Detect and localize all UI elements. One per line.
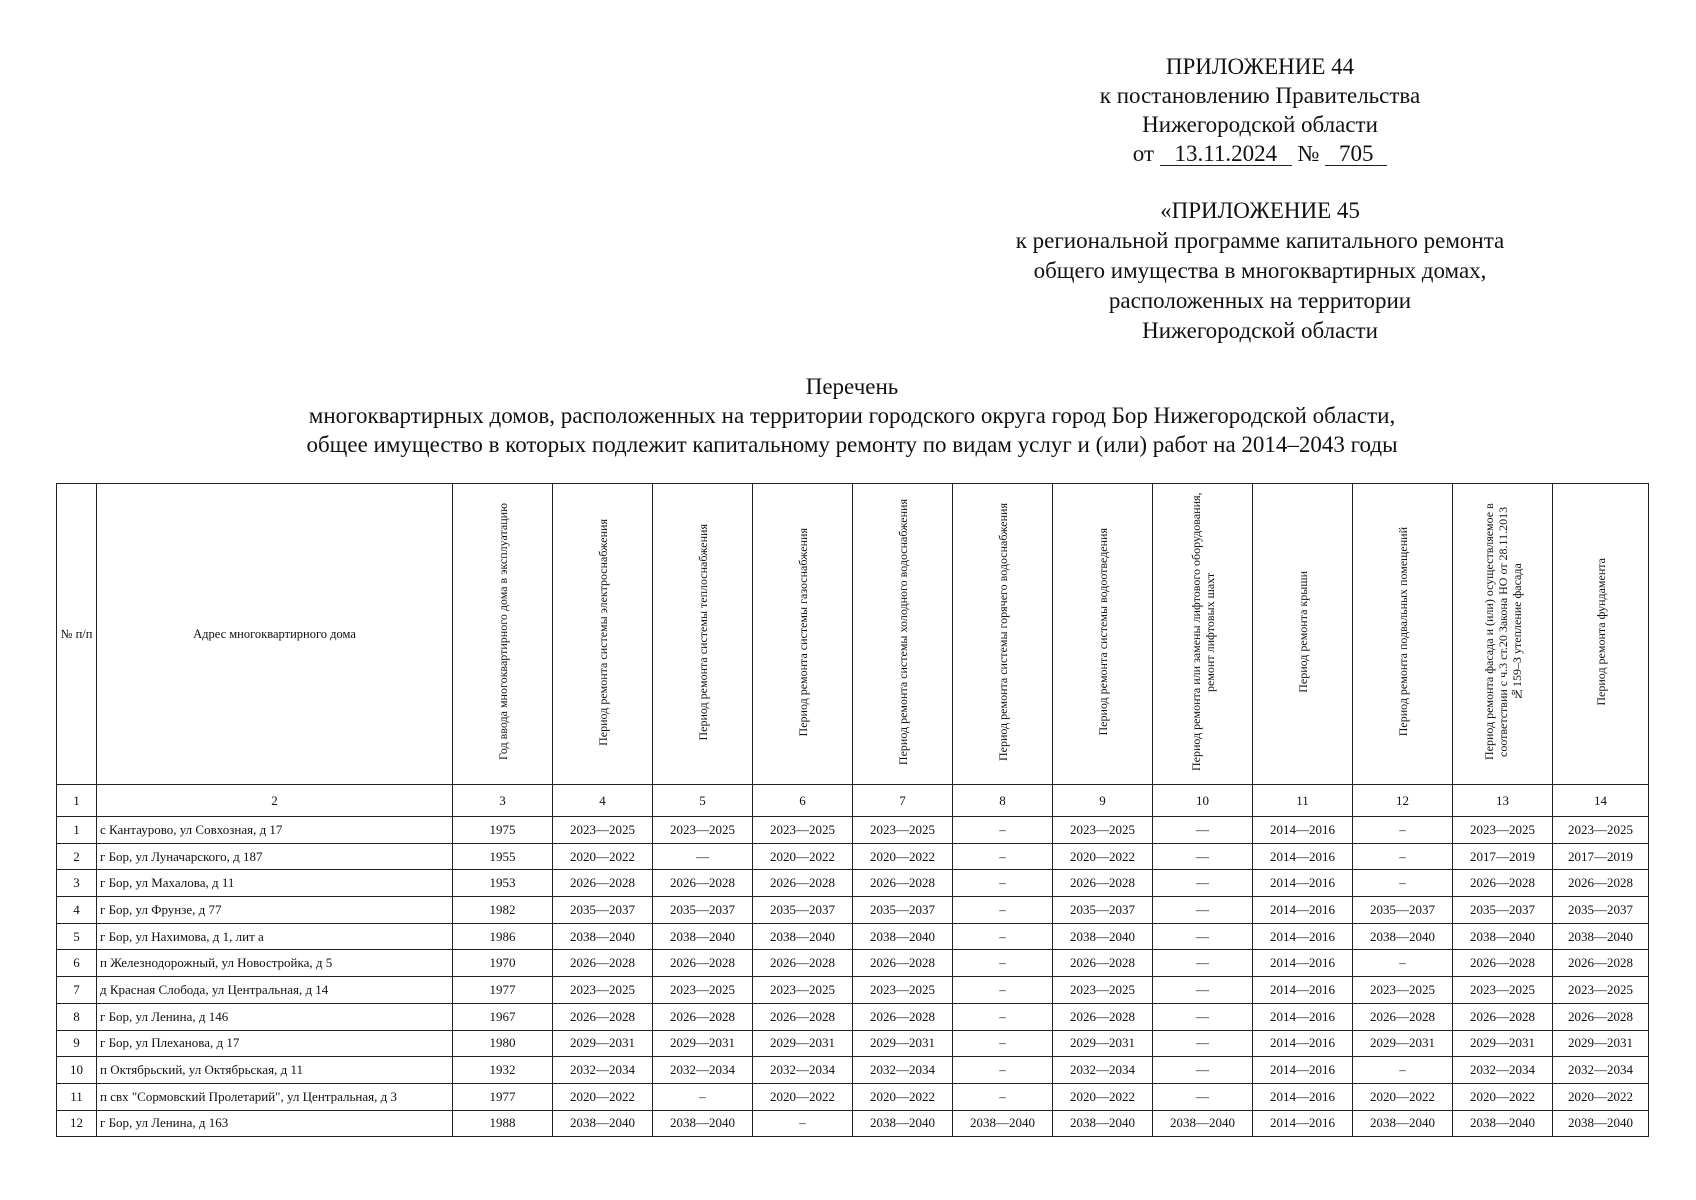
- table-cell: 2038—2040: [753, 923, 853, 950]
- table-cell: 2026—2028: [753, 950, 853, 977]
- table-cell: 1986: [453, 923, 553, 950]
- table-cell: –: [953, 1003, 1053, 1030]
- table-cell: 2026—2028: [853, 950, 953, 977]
- table-cell: 2014—2016: [1253, 897, 1353, 924]
- header-cell: [1353, 484, 1453, 785]
- header-text: Период ремонта системы горячего водоснабжения: [995, 502, 1010, 761]
- table-cell: 2023—2025: [1553, 977, 1649, 1004]
- table-cell: 2014—2016: [1253, 1003, 1353, 1030]
- table-cell: —: [653, 843, 753, 870]
- table-cell: 11: [57, 1083, 97, 1110]
- table-cell: 1975: [453, 817, 553, 844]
- table-cell: 2020—2022: [1353, 1083, 1453, 1110]
- table-cell: 2026—2028: [1453, 1003, 1553, 1030]
- table-cell: —: [1153, 1030, 1253, 1057]
- table-cell: 2020—2022: [553, 843, 653, 870]
- address-cell: с Кантаурово, ул Совхозная, д 17: [97, 817, 453, 844]
- table-cell: 2023—2025: [1453, 977, 1553, 1004]
- table-cell: —: [1153, 870, 1253, 897]
- table-cell: 2029—2031: [653, 1030, 753, 1057]
- table-cell: 2035—2037: [1353, 897, 1453, 924]
- table-cell: 2032—2034: [1553, 1057, 1649, 1084]
- header-text: Период ремонта фундамента: [1593, 558, 1608, 706]
- header-cell: [553, 484, 653, 785]
- table-cell: 2014—2016: [1253, 1030, 1353, 1057]
- table-row: [57, 950, 1649, 977]
- table-cell: 2038—2040: [653, 923, 753, 950]
- table-cell: 2038—2040: [553, 1110, 653, 1137]
- header-cell: [953, 484, 1053, 785]
- table-cell: 2038—2040: [1153, 1110, 1253, 1137]
- table-row: [57, 923, 1649, 950]
- table-cell: 2026—2028: [1353, 1003, 1453, 1030]
- table-cell: 2029—2031: [1453, 1030, 1553, 1057]
- table-cell: 2014—2016: [1253, 843, 1353, 870]
- table-row: [57, 817, 1649, 844]
- header-text: Период ремонта подвальных помещений: [1395, 527, 1410, 737]
- program-appendix-line4: расположенных на территории: [1108, 288, 1412, 313]
- address-cell: г Бор, ул Ленина, д 146: [97, 1003, 453, 1030]
- table-cell: 2014—2016: [1253, 923, 1353, 950]
- column-number-cell: 8: [953, 785, 1053, 817]
- address-cell: п свх "Сормовский Пролетарий", ул Центральная, д 3: [97, 1083, 453, 1110]
- title-line-1: Перечень: [805, 374, 899, 399]
- table-cell: 2020—2022: [1053, 1083, 1153, 1110]
- table-cell: 1967: [453, 1003, 553, 1030]
- table-cell: 2014—2016: [1253, 870, 1353, 897]
- header-cell: [1153, 484, 1253, 785]
- table-cell: 2029—2031: [1353, 1030, 1453, 1057]
- column-number-cell: 4: [553, 785, 653, 817]
- title-line-2: многоквартирных домов, расположенных на территории городского округа город Бор Нижегородской области,: [308, 403, 1396, 428]
- table-cell: 3: [57, 870, 97, 897]
- address-cell: г Бор, ул Махалова, д 11: [97, 870, 453, 897]
- table-cell: 2017—2019: [1553, 843, 1649, 870]
- table-cell: 2026—2028: [1053, 950, 1153, 977]
- table-cell: 2026—2028: [753, 870, 853, 897]
- column-number-cell: 1: [57, 785, 97, 817]
- table-cell: 2038—2040: [1453, 923, 1553, 950]
- column-number-row: [57, 785, 1649, 817]
- table-cell: 2023—2025: [1053, 977, 1153, 1004]
- table-cell: 2020—2022: [753, 1083, 853, 1110]
- table-cell: 6: [57, 950, 97, 977]
- table-cell: 2032—2034: [753, 1057, 853, 1084]
- table-cell: 2014—2016: [1253, 817, 1353, 844]
- table-cell: 2026—2028: [853, 1003, 953, 1030]
- table-cell: 2023—2025: [1453, 817, 1553, 844]
- table-cell: 4: [57, 897, 97, 924]
- table-cell: –: [1353, 1057, 1453, 1084]
- table-cell: 2038—2040: [1053, 1110, 1153, 1137]
- header-cell: [1053, 484, 1153, 785]
- approval-header: [960, 52, 1560, 168]
- table-cell: 2014—2016: [1253, 1110, 1353, 1137]
- table-cell: 2020—2022: [1453, 1083, 1553, 1110]
- table-cell: 1977: [453, 1083, 553, 1110]
- table-cell: –: [1353, 817, 1453, 844]
- table-cell: 2020—2022: [1053, 843, 1153, 870]
- appendix-number: ПРИЛОЖЕНИЕ 44: [1165, 54, 1355, 79]
- table-cell: 2029—2031: [753, 1030, 853, 1057]
- table-cell: 2023—2025: [853, 977, 953, 1004]
- table-cell: 2035—2037: [1053, 897, 1153, 924]
- table-cell: –: [953, 897, 1053, 924]
- table-cell: 1970: [453, 950, 553, 977]
- table-cell: 2026—2028: [1553, 870, 1649, 897]
- header-cell: [1453, 484, 1553, 785]
- table-cell: 2035—2037: [553, 897, 653, 924]
- table-cell: 2026—2028: [653, 950, 753, 977]
- header-text: Период ремонта системы водоотведения: [1095, 528, 1110, 736]
- address-cell: д Красная Слобода, ул Центральная, д 14: [97, 977, 453, 1004]
- table-cell: 2032—2034: [1053, 1057, 1153, 1084]
- table-cell: 2026—2028: [653, 870, 753, 897]
- table-cell: —: [1153, 817, 1253, 844]
- header-cell: [853, 484, 953, 785]
- column-number-cell: 2: [97, 785, 453, 817]
- table-cell: 1953: [453, 870, 553, 897]
- table-cell: –: [953, 923, 1053, 950]
- table-cell: 2023—2025: [753, 817, 853, 844]
- table-row: [57, 870, 1649, 897]
- table-cell: 2014—2016: [1253, 1083, 1353, 1110]
- table-cell: 2026—2028: [553, 950, 653, 977]
- table-cell: 7: [57, 977, 97, 1004]
- column-number-cell: 3: [453, 785, 553, 817]
- header-cell: [1553, 484, 1649, 785]
- header-text: Период ремонта системы электроснабжения: [595, 518, 610, 746]
- table-cell: 2026—2028: [553, 870, 653, 897]
- table-cell: 2023—2025: [1053, 817, 1153, 844]
- table-cell: 2032—2034: [1453, 1057, 1553, 1084]
- table-cell: –: [953, 1083, 1053, 1110]
- table-cell: —: [1153, 1083, 1253, 1110]
- header-text: Год ввода многоквартирного дома в эксплуатацию: [495, 503, 510, 761]
- document-title: [56, 372, 1648, 459]
- table-cell: 1955: [453, 843, 553, 870]
- table-cell: 2023—2025: [553, 817, 653, 844]
- header-cell: № п/п: [57, 484, 97, 785]
- table-cell: –: [1353, 950, 1453, 977]
- table-cell: 8: [57, 1003, 97, 1030]
- table-cell: 2032—2034: [553, 1057, 653, 1084]
- table-cell: 2023—2025: [653, 977, 753, 1004]
- table-cell: —: [1153, 1003, 1253, 1030]
- table-cell: 2026—2028: [1553, 950, 1649, 977]
- table-cell: 12: [57, 1110, 97, 1137]
- table-cell: 1: [57, 817, 97, 844]
- table-cell: 2038—2040: [1353, 1110, 1453, 1137]
- table-cell: –: [953, 950, 1053, 977]
- column-number-cell: 13: [1453, 785, 1553, 817]
- column-number-cell: 14: [1553, 785, 1649, 817]
- header-text: Период ремонта системы теплоснабжения: [695, 523, 710, 741]
- table-cell: –: [1353, 843, 1453, 870]
- header-cell: [1253, 484, 1353, 785]
- table-cell: —: [1153, 843, 1253, 870]
- address-cell: г Бор, ул Луначарского, д 187: [97, 843, 453, 870]
- header-text: Период ремонта крыши: [1295, 571, 1310, 693]
- table-cell: 10: [57, 1057, 97, 1084]
- table-cell: 2038—2040: [1453, 1110, 1553, 1137]
- program-appendix-header: [960, 196, 1560, 346]
- program-appendix-title: «ПРИЛОЖЕНИЕ 45: [1160, 198, 1360, 223]
- table-cell: 2029—2031: [1553, 1030, 1649, 1057]
- column-number-cell: 5: [653, 785, 753, 817]
- table-cell: 2026—2028: [1053, 1003, 1153, 1030]
- column-number-cell: 9: [1053, 785, 1153, 817]
- table-row: [57, 843, 1649, 870]
- table-header-row: [57, 484, 1649, 785]
- table-cell: –: [1353, 870, 1453, 897]
- address-cell: п Железнодорожный, ул Новостройка, д 5: [97, 950, 453, 977]
- table-cell: 2020—2022: [853, 843, 953, 870]
- table-cell: –: [953, 977, 1053, 1004]
- title-line-3: общее имущество в которых подлежит капитальному ремонту по видам услуг и (или) работ на 2014–2043 годы: [306, 432, 1398, 457]
- table-cell: 2020—2022: [1553, 1083, 1649, 1110]
- table-cell: 2035—2037: [753, 897, 853, 924]
- table-cell: –: [953, 870, 1053, 897]
- table-cell: 2038—2040: [553, 923, 653, 950]
- table-cell: 2029—2031: [853, 1030, 953, 1057]
- table-cell: —: [1153, 950, 1253, 977]
- number-label: №: [1297, 141, 1320, 166]
- table-cell: 2038—2040: [1553, 1110, 1649, 1137]
- table-cell: 2029—2031: [1053, 1030, 1153, 1057]
- table-cell: 2026—2028: [1453, 950, 1553, 977]
- decree-number: 705: [1325, 143, 1387, 166]
- table-row: [57, 977, 1649, 1004]
- decree-date-line: [960, 139, 1560, 168]
- table-cell: 2026—2028: [553, 1003, 653, 1030]
- table-cell: 2038—2040: [1553, 923, 1649, 950]
- header-text: Период ремонта фасада и (или) осуществляемое в соответствии с ч.3 ст.20 Закона НО от 28.11.2013 №159–З утепление фасада: [1481, 503, 1524, 761]
- table-cell: 2032—2034: [853, 1057, 953, 1084]
- address-cell: г Бор, ул Нахимова, д 1, лит а: [97, 923, 453, 950]
- table-cell: 2032—2034: [653, 1057, 753, 1084]
- column-number-cell: 11: [1253, 785, 1353, 817]
- table-cell: 2014—2016: [1253, 950, 1353, 977]
- region-name: Нижегородской области: [1142, 112, 1378, 137]
- column-number-cell: 7: [853, 785, 953, 817]
- table-cell: —: [1153, 1057, 1253, 1084]
- column-number-cell: 10: [1153, 785, 1253, 817]
- decree-reference: к постановлению Правительства: [1099, 83, 1421, 108]
- table-cell: 1980: [453, 1030, 553, 1057]
- table-cell: 2026—2028: [1453, 870, 1553, 897]
- table-cell: 5: [57, 923, 97, 950]
- table-row: [57, 1030, 1649, 1057]
- table-cell: 1932: [453, 1057, 553, 1084]
- table-cell: 2038—2040: [853, 923, 953, 950]
- table-cell: 2038—2040: [853, 1110, 953, 1137]
- table-cell: 2026—2028: [653, 1003, 753, 1030]
- address-cell: п Октябрьский, ул Октябрьская, д 11: [97, 1057, 453, 1084]
- table-cell: –: [953, 843, 1053, 870]
- address-cell: г Бор, ул Плеханова, д 17: [97, 1030, 453, 1057]
- table-cell: 2035—2037: [853, 897, 953, 924]
- table-cell: –: [953, 1057, 1053, 1084]
- table-cell: –: [753, 1110, 853, 1137]
- table-row: [57, 1110, 1649, 1137]
- table-cell: 2023—2025: [1353, 977, 1453, 1004]
- table-row: [57, 1003, 1649, 1030]
- table-cell: –: [953, 817, 1053, 844]
- table-row: [57, 1083, 1649, 1110]
- table-cell: –: [953, 1030, 1053, 1057]
- program-appendix-line2: к региональной программе капитального ремонта: [1015, 228, 1505, 253]
- table-cell: 2014—2016: [1253, 1057, 1353, 1084]
- column-number-cell: 12: [1353, 785, 1453, 817]
- table-cell: 2026—2028: [753, 1003, 853, 1030]
- table-cell: 2035—2037: [653, 897, 753, 924]
- from-label: от: [1132, 141, 1155, 166]
- table-body: [57, 785, 1649, 1137]
- table-cell: 2029—2031: [553, 1030, 653, 1057]
- program-appendix-line3: общего имущества в многоквартирных домах,: [1033, 258, 1487, 283]
- program-appendix-line5: Нижегородской области: [1142, 318, 1378, 343]
- table-cell: 1982: [453, 897, 553, 924]
- table-row: [57, 897, 1649, 924]
- table-cell: 1977: [453, 977, 553, 1004]
- header-cell: [653, 484, 753, 785]
- table-row: [57, 1057, 1649, 1084]
- table-cell: —: [1153, 977, 1253, 1004]
- table-cell: 2035—2037: [1453, 897, 1553, 924]
- column-number-cell: 6: [753, 785, 853, 817]
- table-cell: 2014—2016: [1253, 977, 1353, 1004]
- table-cell: 2023—2025: [853, 817, 953, 844]
- table-cell: 2023—2025: [1553, 817, 1649, 844]
- table-cell: 2026—2028: [1053, 870, 1153, 897]
- header-text: Период ремонта или замены лифтового оборудования, ремонт лифтовых шахт: [1188, 492, 1217, 772]
- header-cell: [753, 484, 853, 785]
- table-cell: 2026—2028: [1553, 1003, 1649, 1030]
- table-cell: 2038—2040: [653, 1110, 753, 1137]
- table-cell: 2020—2022: [553, 1083, 653, 1110]
- header-text: Период ремонта системы холодного водоснабжения: [895, 498, 910, 766]
- table-cell: 2023—2025: [653, 817, 753, 844]
- table-cell: 2035—2037: [1553, 897, 1649, 924]
- table-cell: 9: [57, 1030, 97, 1057]
- repair-schedule-table: [56, 483, 1649, 1137]
- table-cell: 2038—2040: [1353, 923, 1453, 950]
- header-text: Период ремонта системы газоснабжения: [795, 527, 810, 737]
- table-cell: 2023—2025: [553, 977, 653, 1004]
- table-cell: 2020—2022: [753, 843, 853, 870]
- table-cell: 2023—2025: [753, 977, 853, 1004]
- table-cell: 1988: [453, 1110, 553, 1137]
- table-cell: 2: [57, 843, 97, 870]
- header-cell: Адрес многоквартирного дома: [97, 484, 453, 785]
- table-cell: 2038—2040: [953, 1110, 1053, 1137]
- table-cell: 2026—2028: [853, 870, 953, 897]
- table-cell: –: [653, 1083, 753, 1110]
- table-cell: 2017—2019: [1453, 843, 1553, 870]
- header-cell: [453, 484, 553, 785]
- table-cell: 2038—2040: [1053, 923, 1153, 950]
- address-cell: г Бор, ул Ленина, д 163: [97, 1110, 453, 1137]
- table-cell: 2020—2022: [853, 1083, 953, 1110]
- table-cell: —: [1153, 897, 1253, 924]
- decree-date: 13.11.2024: [1160, 143, 1292, 166]
- address-cell: г Бор, ул Фрунзе, д 77: [97, 897, 453, 924]
- table-cell: —: [1153, 923, 1253, 950]
